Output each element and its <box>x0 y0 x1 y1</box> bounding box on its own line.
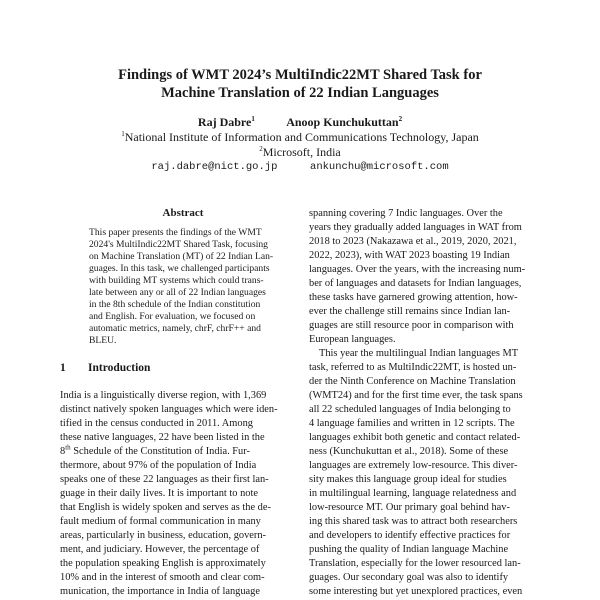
body-line: (WMT24) and for the first time ever, the task spans <box>309 390 523 401</box>
section-title: Introduction <box>88 362 151 374</box>
affiliation-text: Microsoft, India <box>262 145 341 159</box>
email-link[interactable]: ankunchu@microsoft.com <box>310 161 449 173</box>
affiliation-mark: 1 <box>121 130 125 138</box>
section-number: 1 <box>60 362 66 374</box>
body-line: task, referred to as MultiIndic22MT, is hosted un- <box>309 362 517 373</box>
abstract-line: automatic metrics, namely, chrF, chrF++ and <box>89 323 261 334</box>
paper-title <box>60 66 540 102</box>
abstract-line: late between any or all of 22 Indian languages <box>89 287 266 298</box>
abstract-line: This paper presents the findings of the WMT <box>89 227 262 238</box>
body-line: thermore, about 97% of the population of India <box>60 460 257 471</box>
body-line: 2018 to 2023 (Nakazawa et al., 2019, 2020, 2021, <box>309 236 517 247</box>
body-line: ber of languages and datasets for Indian languages, <box>309 278 522 289</box>
body-line: munication, the importance in India of language <box>60 586 260 597</box>
author-affiliation-mark: 1 <box>251 115 255 123</box>
abstract-line: guages. In this task, we challenged participants <box>89 263 270 274</box>
body-line: these tasks have garnered growing attention, how- <box>309 292 518 303</box>
affiliation-mark: 2 <box>259 145 263 153</box>
body-line: ing this shared task was to attract both researchers <box>309 516 518 527</box>
body-line: This year the multilingual Indian languages MT <box>319 348 519 359</box>
body-line: 10% and in the interest of smooth and clear com- <box>60 572 265 583</box>
body-line: 2022, 2023), with WAT 2023 boasting 19 Indian <box>309 250 510 261</box>
author-name: Anoop Kunchukuttan <box>286 115 399 129</box>
body-line: some interesting but yet unexplored practices, even <box>309 586 523 597</box>
body-line: ness (Kunchukuttan et al., 2018). Some of these <box>309 446 509 457</box>
author-affiliation-mark: 2 <box>398 115 403 123</box>
body-line: guages are still resource poor in comparison with <box>309 320 514 331</box>
body-line: in multilingual learning, language relatedness and <box>309 488 517 499</box>
body-line: Translation, especially for the lower resourced lan- <box>309 558 521 569</box>
body-line: the population speaking English is approximately <box>60 558 266 569</box>
body-line: all 22 scheduled languages of India belonging to <box>309 404 511 415</box>
body-line: European languages. <box>309 334 396 345</box>
body-line: low-resource MT. Our primary goal behind hav- <box>309 502 510 513</box>
body-line: languages. Over the years, with the increasing num- <box>309 264 526 275</box>
body-line: these native languages, 22 have been listed in the <box>60 432 265 443</box>
body-line: guage in their daily lives. It is important to note <box>60 488 258 499</box>
abstract-line: with building MT systems which could trans- <box>89 275 264 286</box>
body-line: and developers to identify effective practices for <box>309 530 511 541</box>
body-line: languages exhibit both genetic and contact related- <box>309 432 521 443</box>
affiliation-1 <box>40 130 560 145</box>
body-line-8th-schedule: 8th Schedule of the Constitution of India. Fur- <box>60 443 250 457</box>
section-heading-introduction <box>60 362 150 374</box>
abstract-line: on Machine Translation (MT) of 22 Indian Lan- <box>89 251 274 262</box>
author-emails <box>40 160 560 174</box>
body-line: India is a linguistically diverse region, with 1,369 <box>60 390 267 401</box>
body-line: fault medium of formal communication in many <box>60 516 261 527</box>
body-line: areas, particularly in business, education, govern- <box>60 530 267 541</box>
abstract-line: BLEU. <box>89 335 117 346</box>
body-line: pushing the quality of Indian language Machine <box>309 544 509 555</box>
body-line: ever the challenge still remains since Indian lan- <box>309 306 511 317</box>
body-line: 4 language families and written in 12 scripts. The <box>309 418 515 429</box>
body-line: years they gradually added languages in WAT from <box>309 222 522 233</box>
author-name: Raj Dabre <box>197 115 252 129</box>
body-line: that English is widely spoken and serves as the de- <box>60 502 271 513</box>
email-link[interactable]: raj.dabre@nict.go.jp <box>151 161 278 173</box>
body-line: guages. Our secondary goal was also to identify <box>309 572 509 583</box>
author-list <box>40 115 560 130</box>
body-line: languages are extremely low-resource. This diver- <box>309 460 518 471</box>
abstract-line: in the 8th schedule of the Indian constitution <box>89 299 261 310</box>
body-line: speaks one of these 22 languages as their first lan- <box>60 474 269 485</box>
title-line-2: Machine Translation of 22 Indian Languages <box>161 85 439 101</box>
body-line: der the Ninth Conference on Machine Translation <box>309 376 516 387</box>
body-line: ment, and judiciary. However, the percentage of <box>60 544 260 555</box>
body-line: sity makes this language group ideal for studies <box>309 474 507 485</box>
abstract-heading: Abstract <box>162 207 204 219</box>
affiliation-text: National Institute of Information and Communications Technology, Japan <box>124 130 479 144</box>
abstract-line: 2024's MultiIndic22MT Shared Task, focusing <box>89 239 268 250</box>
body-line: tified in the census conducted in 2011. Among <box>60 418 253 429</box>
title-line-1: Findings of WMT 2024’s MultiIndic22MT Shared Task for <box>118 67 482 83</box>
affiliation-2 <box>40 145 560 160</box>
body-line: distinct natively spoken languages which were iden- <box>60 404 278 415</box>
body-line: spanning covering 7 Indic languages. Over the <box>309 208 503 219</box>
abstract-line: and English. For evaluation, we focused on <box>89 311 256 322</box>
